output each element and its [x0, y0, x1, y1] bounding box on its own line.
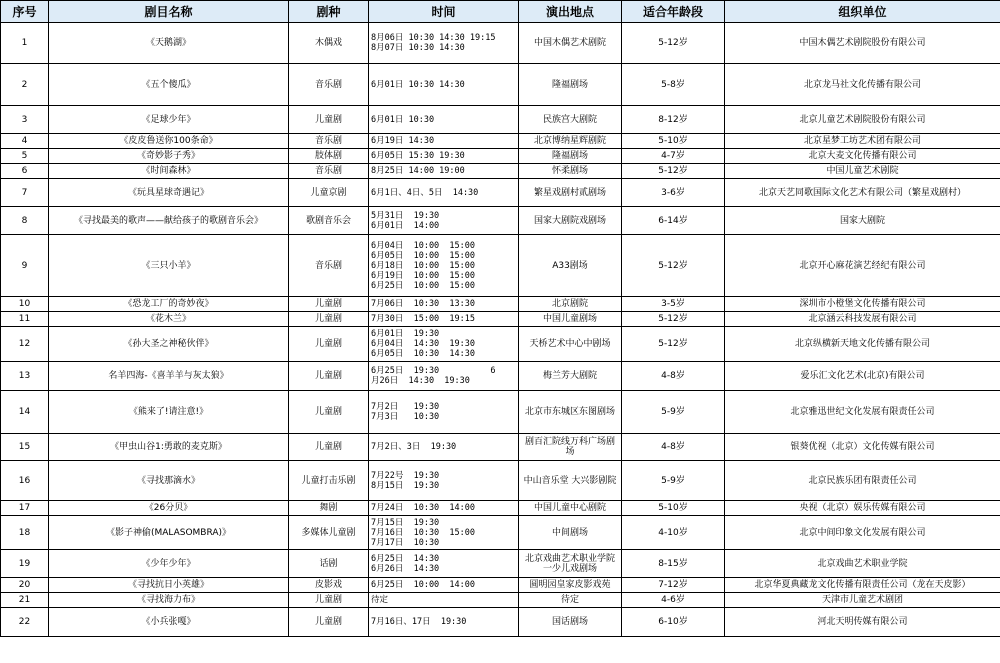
row-time: 7月2日、3日 19:30	[369, 434, 519, 461]
row-genre: 儿童剧	[289, 297, 369, 312]
row-title: 《花木兰》	[49, 312, 289, 327]
row-title: 《孙大圣之神秘伙伴》	[49, 327, 289, 362]
row-genre: 皮影戏	[289, 578, 369, 593]
row-org: 北京星梦工坊艺术团有限公司	[725, 134, 1000, 149]
row-org: 北京儿童艺术剧院股份有限公司	[725, 106, 1000, 134]
table-row	[1, 235, 1000, 297]
row-title: 《少年少年》	[49, 550, 289, 578]
row-venue: 天桥艺术中心中剧场	[519, 327, 622, 362]
row-venue: 中国木偶艺术剧院	[519, 23, 622, 64]
row-no: 2	[1, 64, 49, 106]
row-no: 17	[1, 501, 49, 516]
row-title: 《奇妙影子秀》	[49, 149, 289, 164]
row-age: 7-12岁	[622, 578, 725, 593]
row-time: 7月16日、17日 19:30	[369, 608, 519, 637]
header-title: 剧目名称	[49, 1, 289, 23]
row-genre: 儿童剧	[289, 362, 369, 391]
row-no: 19	[1, 550, 49, 578]
row-age: 5-12岁	[622, 327, 725, 362]
row-time: 6月25日 10:00 14:00	[369, 578, 519, 593]
table-row	[1, 501, 1000, 516]
row-org: 北京雅迅世纪文化发展有限责任公司	[725, 391, 1000, 434]
table-row	[1, 179, 1000, 207]
row-org: 深圳市小橙堡文化传播有限公司	[725, 297, 1000, 312]
row-age: 4-10岁	[622, 516, 725, 550]
row-time: 5月31日 19:30 6月01日 14:00	[369, 207, 519, 235]
row-title: 《小兵张嘎》	[49, 608, 289, 637]
row-org: 北京中间印象文化发展有限公司	[725, 516, 1000, 550]
table-row	[1, 106, 1000, 134]
row-title: 《熊来了!请注意!》	[49, 391, 289, 434]
row-no: 9	[1, 235, 49, 297]
row-venue: 剧百汇院线万科广场剧场	[519, 434, 622, 461]
row-org: 北京龙马社文化传播有限公司	[725, 64, 1000, 106]
table-row	[1, 312, 1000, 327]
row-age: 3-5岁	[622, 297, 725, 312]
row-time: 6月19日 14:30	[369, 134, 519, 149]
table-row	[1, 297, 1000, 312]
row-age: 4-8岁	[622, 434, 725, 461]
row-genre: 多媒体儿童剧	[289, 516, 369, 550]
row-age: 4-7岁	[622, 149, 725, 164]
row-time: 6月01日 10:30 14:30	[369, 64, 519, 106]
row-title: 《天鹅湖》	[49, 23, 289, 64]
header-time: 时间	[369, 1, 519, 23]
row-org: 爱乐汇文化艺术(北京)有限公司	[725, 362, 1000, 391]
row-time: 6月1日、4日、5日 14:30	[369, 179, 519, 207]
row-no: 6	[1, 164, 49, 179]
row-title: 《寻找那滴水》	[49, 461, 289, 501]
row-age: 5-10岁	[622, 501, 725, 516]
row-title: 《玩具星球奇遇记》	[49, 179, 289, 207]
row-no: 8	[1, 207, 49, 235]
row-title: 《寻找最美的歌声——献给孩子的歌剧音乐会》	[49, 207, 289, 235]
row-time: 7月24日 10:30 14:00	[369, 501, 519, 516]
row-genre: 儿童打击乐剧	[289, 461, 369, 501]
row-org: 中国儿童艺术剧院	[725, 164, 1000, 179]
row-age: 4-8岁	[622, 362, 725, 391]
row-genre: 肢体剧	[289, 149, 369, 164]
row-no: 12	[1, 327, 49, 362]
row-genre: 音乐剧	[289, 235, 369, 297]
row-age: 6-14岁	[622, 207, 725, 235]
row-age: 5-8岁	[622, 64, 725, 106]
row-no: 22	[1, 608, 49, 637]
row-time: 6月04日 10:00 15:00 6月05日 10:00 15:00 6月18日 10:00 15:00 6月19日 10:00 15:00 6月25日 10:00 15:00	[369, 235, 519, 297]
row-venue: A33剧场	[519, 235, 622, 297]
row-no: 3	[1, 106, 49, 134]
row-venue: 中国儿童剧场	[519, 312, 622, 327]
row-genre: 歌剧音乐会	[289, 207, 369, 235]
row-no: 16	[1, 461, 49, 501]
row-age: 8-15岁	[622, 550, 725, 578]
row-org: 中国木偶艺术剧院股份有限公司	[725, 23, 1000, 64]
row-org: 北京戏曲艺术职业学院	[725, 550, 1000, 578]
row-org: 北京民族乐团有限责任公司	[725, 461, 1000, 501]
table-row	[1, 461, 1000, 501]
row-title: 《26分贝》	[49, 501, 289, 516]
row-venue: 民族宫大剧院	[519, 106, 622, 134]
table-row	[1, 149, 1000, 164]
row-genre: 音乐剧	[289, 164, 369, 179]
row-time: 6月25日 14:30 6月26日 14:30	[369, 550, 519, 578]
row-venue: 中国儿童中心剧院	[519, 501, 622, 516]
header-row	[1, 1, 1000, 23]
row-venue: 国家大剧院戏剧场	[519, 207, 622, 235]
row-no: 7	[1, 179, 49, 207]
row-age: 5-12岁	[622, 164, 725, 179]
row-genre: 木偶戏	[289, 23, 369, 64]
row-no: 5	[1, 149, 49, 164]
header-org: 组织单位	[725, 1, 1000, 23]
row-age: 4-6岁	[622, 593, 725, 608]
table-row	[1, 434, 1000, 461]
row-no: 21	[1, 593, 49, 608]
row-venue: 隆福剧场	[519, 149, 622, 164]
row-time: 7月15日 19:30 7月16日 10:30 15:00 7月17日 10:30	[369, 516, 519, 550]
row-time: 6月25日 19:30 6 月26日 14:30 19:30	[369, 362, 519, 391]
row-time: 7月30日 15:00 19:15	[369, 312, 519, 327]
row-venue: 圆明园皇家皮影戏苑	[519, 578, 622, 593]
row-org: 河北天明传媒有限公司	[725, 608, 1000, 637]
table-body	[1, 23, 1000, 637]
table-row	[1, 593, 1000, 608]
row-venue: 繁星戏剧村贰剧场	[519, 179, 622, 207]
row-genre: 儿童剧	[289, 593, 369, 608]
row-title: 《影子神偷(MALASOMBRA)》	[49, 516, 289, 550]
table-row	[1, 23, 1000, 64]
table-row	[1, 608, 1000, 637]
table-row	[1, 391, 1000, 434]
row-title: 《寻找海力布》	[49, 593, 289, 608]
row-age: 3-6岁	[622, 179, 725, 207]
row-genre: 儿童剧	[289, 327, 369, 362]
row-org: 北京纵横新天地文化传播有限公司	[725, 327, 1000, 362]
row-time: 7月2日 19:30 7月3日 10:30	[369, 391, 519, 434]
row-no: 14	[1, 391, 49, 434]
table-row	[1, 207, 1000, 235]
row-org: 天津市儿童艺术剧团	[725, 593, 1000, 608]
row-time: 6月05日 15:30 19:30	[369, 149, 519, 164]
row-time: 7月06日 10:30 13:30	[369, 297, 519, 312]
row-venue: 梅兰芳大剧院	[519, 362, 622, 391]
row-time: 6月01日 10:30	[369, 106, 519, 134]
table-row	[1, 516, 1000, 550]
row-genre: 儿童剧	[289, 106, 369, 134]
row-org: 北京华夏典藏龙文化传播有限责任公司（龙在天皮影）	[725, 578, 1000, 593]
row-venue: 北京戏曲艺术职业学院一少儿戏剧场	[519, 550, 622, 578]
row-title: 《甲虫山谷1:勇敢的麦克斯》	[49, 434, 289, 461]
row-no: 13	[1, 362, 49, 391]
row-genre: 儿童剧	[289, 608, 369, 637]
row-org: 银葵优视（北京）文化传媒有限公司	[725, 434, 1000, 461]
row-title: 《寻找抗日小英雄》	[49, 578, 289, 593]
row-org: 北京开心麻花演艺经纪有限公司	[725, 235, 1000, 297]
table-row	[1, 64, 1000, 106]
row-genre: 儿童剧	[289, 391, 369, 434]
row-no: 1	[1, 23, 49, 64]
header-age: 适合年龄段	[622, 1, 725, 23]
table-row	[1, 362, 1000, 391]
row-venue: 国话剧场	[519, 608, 622, 637]
row-time: 8月06日 10:30 14:30 19:15 8月07日 10:30 14:30	[369, 23, 519, 64]
row-venue: 待定	[519, 593, 622, 608]
row-no: 10	[1, 297, 49, 312]
row-venue: 北京市东城区东图剧场	[519, 391, 622, 434]
table-row	[1, 164, 1000, 179]
row-genre: 音乐剧	[289, 134, 369, 149]
row-venue: 北京剧院	[519, 297, 622, 312]
row-time: 待定	[369, 593, 519, 608]
row-venue: 隆福剧场	[519, 64, 622, 106]
row-time: 6月01日 19:30 6月04日 14:30 19:30 6月05日 10:30 14:30	[369, 327, 519, 362]
row-genre: 儿童京剧	[289, 179, 369, 207]
row-age: 5-9岁	[622, 461, 725, 501]
row-venue: 北京博纳星辉剧院	[519, 134, 622, 149]
table-row	[1, 578, 1000, 593]
row-org: 北京天艺同歌国际文化艺术有限公司（繁星戏剧村）	[725, 179, 1000, 207]
header-no: 序号	[1, 1, 49, 23]
row-title: 《足球少年》	[49, 106, 289, 134]
row-no: 11	[1, 312, 49, 327]
row-age: 5-12岁	[622, 23, 725, 64]
row-title: 《恐龙工厂的奇妙夜》	[49, 297, 289, 312]
table-row	[1, 134, 1000, 149]
row-no: 4	[1, 134, 49, 149]
row-title: 《三只小羊》	[49, 235, 289, 297]
row-age: 8-12岁	[622, 106, 725, 134]
row-genre: 音乐剧	[289, 64, 369, 106]
row-age: 5-12岁	[622, 312, 725, 327]
row-org: 国家大剧院	[725, 207, 1000, 235]
row-org: 央视（北京）娱乐传媒有限公司	[725, 501, 1000, 516]
row-age: 5-9岁	[622, 391, 725, 434]
table-row	[1, 327, 1000, 362]
row-title: 《时间森林》	[49, 164, 289, 179]
row-genre: 话剧	[289, 550, 369, 578]
header-venue: 演出地点	[519, 1, 622, 23]
table-row	[1, 550, 1000, 578]
row-genre: 儿童剧	[289, 312, 369, 327]
row-org: 北京涵云科技发展有限公司	[725, 312, 1000, 327]
header-genre: 剧种	[289, 1, 369, 23]
row-time: 8月25日 14:00 19:00	[369, 164, 519, 179]
row-age: 5-12岁	[622, 235, 725, 297]
row-time: 7月22号 19:30 8月15日 19:30	[369, 461, 519, 501]
row-venue: 中间剧场	[519, 516, 622, 550]
row-title: 《皮皮鲁送你100条命》	[49, 134, 289, 149]
row-no: 20	[1, 578, 49, 593]
row-org: 北京大麦文化传播有限公司	[725, 149, 1000, 164]
row-no: 18	[1, 516, 49, 550]
row-title: 《五个傻瓜》	[49, 64, 289, 106]
row-age: 6-10岁	[622, 608, 725, 637]
row-genre: 舞剧	[289, 501, 369, 516]
row-venue: 怀柔剧场	[519, 164, 622, 179]
row-age: 5-10岁	[622, 134, 725, 149]
row-no: 15	[1, 434, 49, 461]
row-title: 名羊四海-《喜羊羊与灰太狼》	[49, 362, 289, 391]
row-venue: 中山音乐堂 大兴影剧院	[519, 461, 622, 501]
row-genre: 儿童剧	[289, 434, 369, 461]
